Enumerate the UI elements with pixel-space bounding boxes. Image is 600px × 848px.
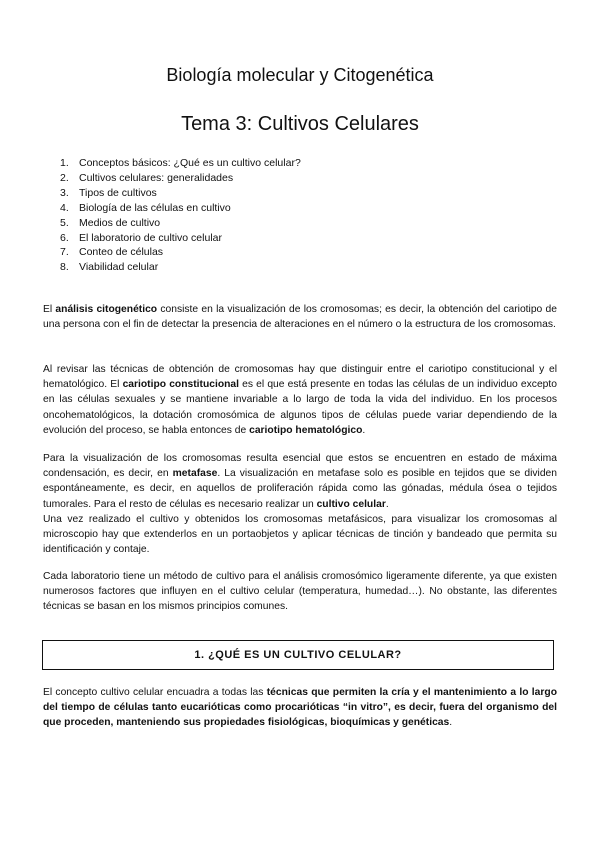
toc-item: [60, 231, 540, 246]
topic-title: Tema 3: Cultivos Celulares: [181, 113, 419, 135]
text-run: Al revisar las técnicas de obtención de cromosomas hay que distinguir entre el cariotipo constitucional y el hematológico. El: [43, 364, 557, 391]
toc-item-label: Viabilidad celular: [79, 261, 159, 274]
bold-term: técnicas que permiten la cría y el mantenimiento a lo largo del tiempo de células tanto eucarióticas como procarióticas “in vitro”, es decir, fuera del organismo del que proceden, manteniendo sus propiedades fisiológicas, bioquímicas y genéticas: [43, 687, 557, 729]
text-run: .: [449, 717, 453, 729]
section-heading: 1. ¿QUÉ ES UN CULTIVO CELULAR?: [194, 649, 402, 661]
paragraph-cell-culture-definition: [43, 685, 557, 731]
toc-item-number: 6.: [60, 231, 69, 244]
paragraph-metaphase: [43, 451, 557, 557]
toc-item-number: 5.: [60, 216, 69, 229]
toc-item: [60, 171, 540, 186]
bold-term: cariotipo hematológico: [249, 424, 363, 436]
toc-item: [60, 245, 540, 260]
text-run: .: [385, 498, 389, 510]
bold-term: cultivo celular: [316, 498, 386, 510]
text-run: consiste en la visualización de los cromosomas; es decir, la obtención del cariotipo de una persona con el fin de detectar la presencia de alteraciones en el número o la estructura de los cromosomas.: [43, 304, 557, 331]
toc-item-number: 2.: [60, 171, 69, 184]
toc-item-number: 4.: [60, 201, 69, 214]
text-run: Para la visualización de los cromosomas resulta esencial que estos se encuentren en estado de máxima condensación, es decir, en: [43, 453, 557, 480]
toc-item-label: Cultivos celulares: generalidades: [79, 171, 234, 184]
course-title: Biología molecular y Citogenética: [166, 65, 434, 85]
bold-term: cariotipo constitucional: [122, 379, 239, 391]
toc-item-label: El laboratorio de cultivo celular: [79, 231, 222, 244]
bold-term: metafase: [172, 468, 218, 480]
toc-item-number: 3.: [60, 186, 69, 199]
bold-term: análisis citogenético: [55, 304, 158, 315]
paragraph-cytogenetic-analysis: [43, 302, 557, 332]
toc-item-number: 8.: [60, 261, 69, 274]
toc-item-label: Conteo de células: [79, 246, 164, 259]
section-heading-box: [42, 640, 554, 670]
toc-item-number: 1.: [60, 157, 69, 169]
paragraph-lab-methods: [43, 569, 557, 615]
toc-item: [60, 156, 540, 171]
table-of-contents: [60, 156, 540, 275]
toc-item: [60, 260, 540, 275]
text-run: .: [362, 424, 366, 436]
toc-item-label: Conceptos básicos: ¿Qué es un cultivo celular?: [79, 157, 301, 169]
text-run: El concepto cultivo celular encuadra a todas las: [43, 687, 267, 698]
toc-item-label: Tipos de cultivos: [79, 186, 157, 199]
paragraph-karyotype-types: [43, 362, 557, 438]
toc-item-label: Biología de las células en cultivo: [79, 201, 231, 214]
text-run: El: [43, 304, 56, 315]
toc-item: [60, 186, 540, 201]
text-run: Cada laboratorio tiene un método de cultivo para el análisis cromosómico ligeramente diferente, ya que existen numerosos factores que influyen en el cultivo celular (temperatura, humedad…). No obstante, las diferentes técnicas se basan en los mismos principios comunes.: [43, 571, 557, 613]
toc-item-number: 7.: [60, 246, 69, 259]
toc-item: [60, 201, 540, 216]
toc-item-label: Medios de cultivo: [79, 216, 161, 229]
text-run: Una vez realizado el cultivo y obtenidos los cromosomas metafásicos, para visualizar los cromosomas al microscopio hay que extenderlos en un portaobjetos y aplicar técnicas de tinción y bandeado que permita su identificación y contaje.: [43, 513, 557, 556]
text-run: . La visualización en metafase solo es posible en tejidos que se dividen espontáneamente, es decir, en aquellos de proliferación rápida como las gónadas, médula ósea o tejidos tumorales. Para el resto de células es necesario realizar un: [43, 468, 557, 510]
text-run: es el que está presente en todas las células de un individuo excepto en las células sexuales y se mantiene invariable a lo largo de toda la vida del individuo. En los procesos oncohematológicos, la dotación cromosómica de algunos tipos de células puede variar dependiendo de la evolución del proceso, se habla entonces de: [43, 379, 557, 436]
toc-item: [60, 216, 540, 231]
